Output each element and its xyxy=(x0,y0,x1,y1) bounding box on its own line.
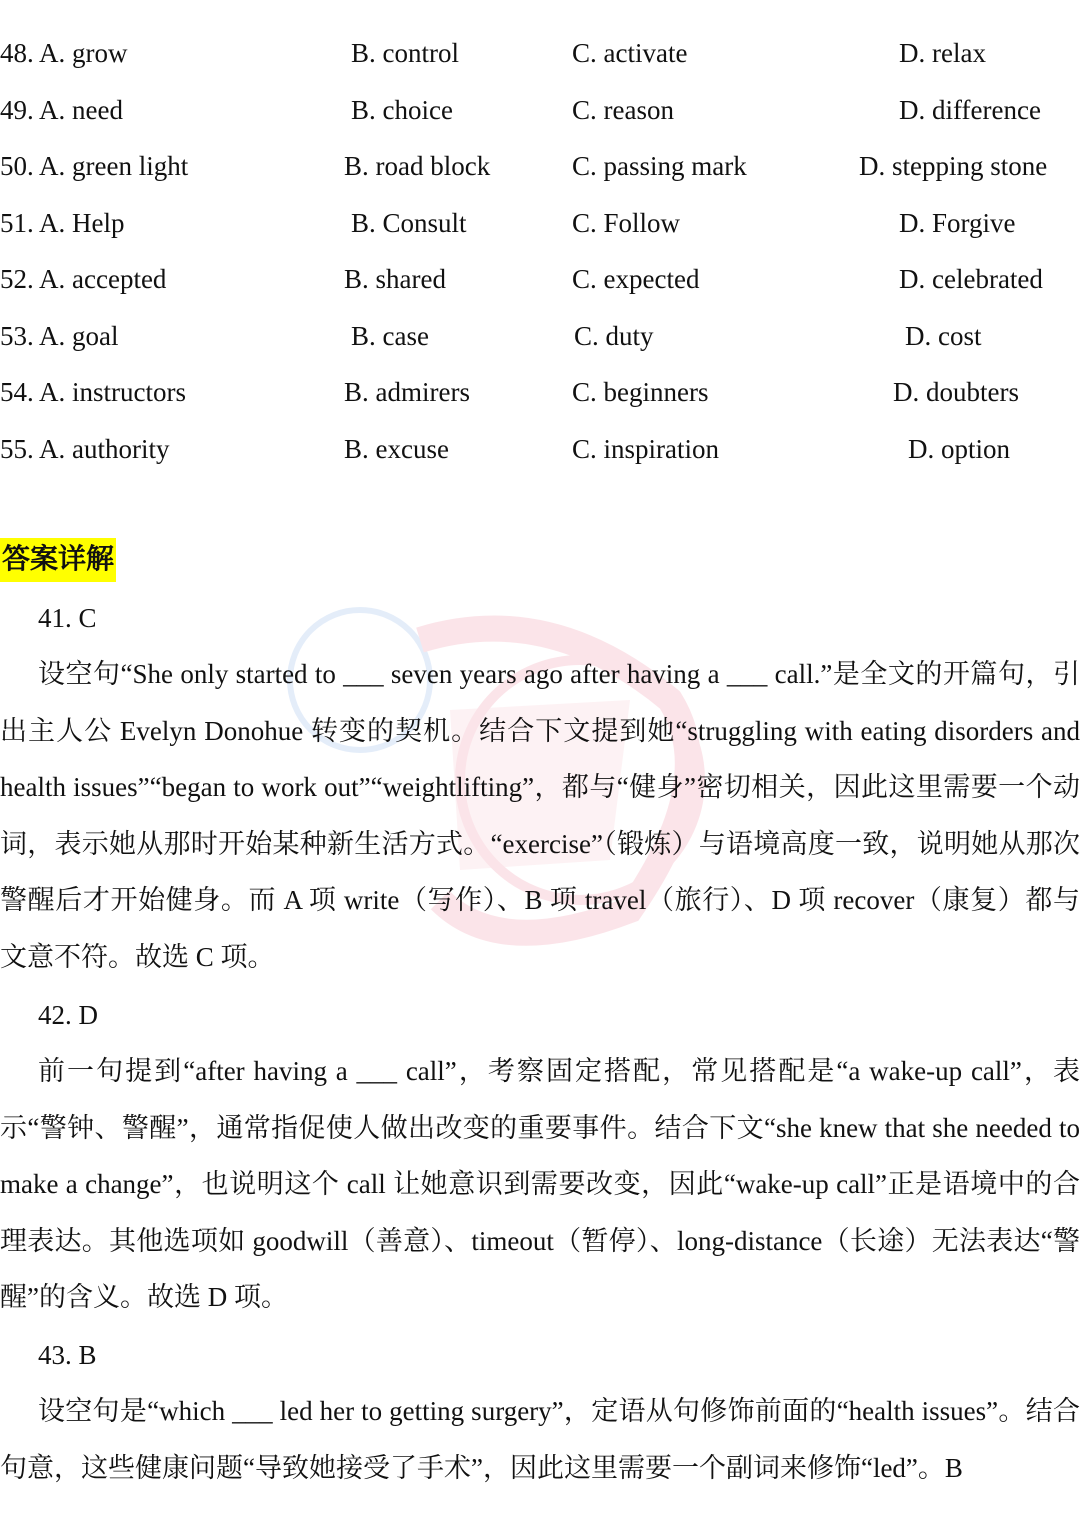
option-b: B. shared xyxy=(344,264,446,294)
option-d: D. stepping stone xyxy=(859,151,1048,181)
answer-explanation-42: 前一句提到“after having a ___ call”，考察固定搭配，常见搭配是“a wake-up call”，表示“警钟、警醒”，通常指促使人做出改变的重要事件。结合下文“she knew that she needed to make a change”，也说明这个 call 让她意识到需要改变，因此“wake-up call”正是语境中的合理表达。其他选项如 goodwill（善意）、timeout（暂停）、long-distance（长途）无法表达“警醒”的含义。故选 D 项。 xyxy=(0,1056,1080,1313)
option-row-51 xyxy=(0,203,1080,243)
option-d: D. celebrated xyxy=(899,264,1043,294)
option-d: D. relax xyxy=(899,38,986,68)
option-d: D. difference xyxy=(899,95,1041,125)
option-b: B. excuse xyxy=(344,434,449,464)
option-c: C. Follow xyxy=(572,208,681,238)
answer-label-43: 43. B xyxy=(38,1340,97,1370)
option-row-55 xyxy=(0,429,1080,469)
option-b: B. Consult xyxy=(351,208,467,238)
option-b: B. admirers xyxy=(344,377,470,407)
option-b: B. control xyxy=(351,38,459,68)
option-row-53 xyxy=(0,316,1080,356)
option-b: B. choice xyxy=(351,95,453,125)
option-d: D. cost xyxy=(905,321,982,351)
option-row-49 xyxy=(0,90,1080,130)
answer-explanation-41: 设空句“She only started to ___ seven years ago after having a ___ call.”是全文的开篇句，引出主人公 Evelyn Donohue 转变的契机。结合下文提到她“struggling with eating disorders and health issues”“began to work out”“weightlifting”，都与“健身”密切相关，因此这里需要一个动词，表示她从那时开始某种新生活方式。“exercise”（锻炼）与语境高度一致，说明她从那次警醒后才开始健身。而 A 项 write（写作）、B 项 travel（旅行）、D 项 recover（康复）都与文意不符。故选 C 项。 xyxy=(0,659,1080,972)
answer-label-42: 42. D xyxy=(38,1000,98,1030)
option-row-52 xyxy=(0,259,1080,299)
option-b: B. case xyxy=(351,321,429,351)
option-a: 52. A. accepted xyxy=(0,264,167,294)
option-d: D. option xyxy=(908,434,1011,464)
section-heading: 答案详解 xyxy=(0,538,116,582)
option-c: C. inspiration xyxy=(572,434,719,464)
option-row-48 xyxy=(0,33,1080,73)
answer-explanation-43: 设空句是“which ___ led her to getting surgery”，定语从句修饰前面的“health issues”。结合句意，这些健康问题“导致她接受了手术”，因此这里需要一个副词来修饰“led”。B xyxy=(0,1396,1080,1483)
option-b: B. road block xyxy=(344,151,491,181)
option-d: D. Forgive xyxy=(899,208,1016,238)
option-c: C. activate xyxy=(572,38,688,68)
option-c: C. expected xyxy=(572,264,700,294)
option-a: 48. A. grow xyxy=(0,38,128,68)
option-a: 49. A. need xyxy=(0,95,123,125)
option-a: 55. A. authority xyxy=(0,434,170,464)
option-a: 50. A. green light xyxy=(0,151,189,181)
option-a: 53. A. goal xyxy=(0,321,119,351)
option-c: C. reason xyxy=(572,95,674,125)
option-row-54 xyxy=(0,372,1080,412)
option-c: C. passing mark xyxy=(572,151,747,181)
option-c: C. beginners xyxy=(572,377,709,407)
option-d: D. doubters xyxy=(893,377,1019,407)
option-a: 54. A. instructors xyxy=(0,377,186,407)
option-row-50 xyxy=(0,146,1080,186)
answer-label-41: 41. C xyxy=(38,603,97,633)
option-c: C. duty xyxy=(574,321,654,351)
option-a: 51. A. Help xyxy=(0,208,125,238)
